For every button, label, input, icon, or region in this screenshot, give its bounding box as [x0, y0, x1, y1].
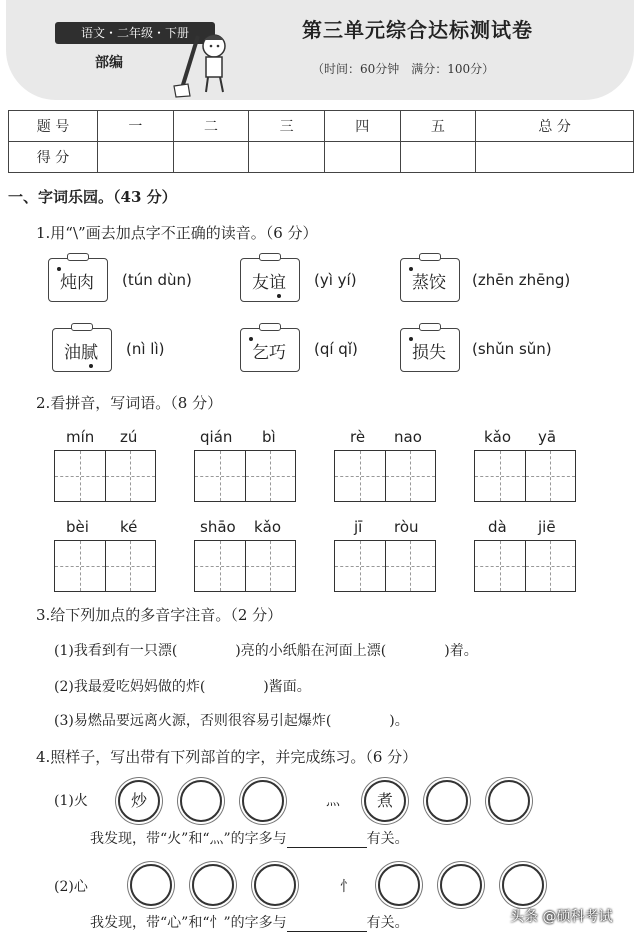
pinyin-label: kǎo [484, 428, 512, 446]
radical-label: 灬 [326, 793, 340, 809]
table-header-cell: 二 [173, 111, 249, 142]
word-card: 友谊 [240, 258, 300, 302]
score-cell[interactable] [476, 142, 634, 173]
score-cell[interactable] [249, 142, 325, 173]
writing-grid[interactable] [474, 450, 576, 502]
q3-line-1: (1)我看到有一只漂( )亮的小纸船在河面上漂( )着。 [54, 643, 478, 659]
table-header-cell: 四 [324, 111, 400, 142]
pinyin-label: bèi [66, 518, 89, 536]
question-3-prompt: 3.给下列加点的多音字注音。（2 分） [36, 606, 283, 624]
answer-circle[interactable] [254, 864, 296, 906]
writing-grid[interactable] [54, 450, 156, 502]
reading-options[interactable]: (yì yí) [314, 271, 357, 289]
score-cell[interactable] [324, 142, 400, 173]
answer-blank[interactable] [287, 831, 367, 848]
reading-options[interactable]: (tún dùn) [122, 271, 192, 289]
pinyin-label: jī [354, 518, 363, 536]
finding-line-2: 我发现，带“心”和“忄”的字多与 有关。 [90, 915, 409, 931]
pinyin-label: dà [488, 518, 507, 536]
writing-grid[interactable] [334, 450, 436, 502]
pinyin-label: kǎo [254, 518, 282, 536]
answer-circle: 炒 [118, 780, 160, 822]
table-header-cell: 总 分 [476, 111, 634, 142]
radical-label: 忄 [340, 879, 354, 895]
answer-circle[interactable] [502, 864, 544, 906]
radical-label: (1)火 [54, 793, 88, 809]
page-title: 第三单元综合达标测试卷 [302, 18, 533, 42]
table-row [9, 111, 634, 142]
answer-circle[interactable] [378, 864, 420, 906]
pinyin-label: mín [66, 428, 95, 446]
answer-circle[interactable] [440, 864, 482, 906]
table-row [9, 142, 634, 173]
pinyin-label: shāo [200, 518, 236, 536]
word-card: 乞巧 [240, 328, 300, 372]
pinyin-label: zú [120, 428, 138, 446]
student-illustration-icon [168, 28, 238, 98]
subject-tag: 语文・二年级・下册 [55, 22, 215, 44]
reading-options[interactable]: (shǔn sǔn) [472, 340, 552, 358]
word-card: 损失 [400, 328, 460, 372]
word-card: 油腻 [52, 328, 112, 372]
pinyin-label: jiē [538, 518, 556, 536]
pinyin-label: qián [200, 428, 233, 446]
score-cell[interactable] [400, 142, 476, 173]
watermark: 头条 @硕科考试 [510, 909, 613, 925]
writing-grid[interactable] [194, 540, 296, 592]
answer-circle[interactable] [130, 864, 172, 906]
question-2-prompt: 2.看拼音，写词语。（8 分） [36, 394, 223, 412]
pinyin-label: ké [120, 518, 138, 536]
writing-grid[interactable] [194, 450, 296, 502]
exam-meta: （时间：60分钟 满分：100分） [312, 62, 495, 76]
question-4-prompt: 4.照样子，写出带有下列部首的字，并完成练习。（6 分） [36, 748, 418, 766]
question-1-prompt: 1.用“\”画去加点字不正确的读音。（6 分） [36, 224, 318, 242]
finding-line-1: 我发现，带“火”和“灬”的字多与 有关。 [90, 831, 409, 847]
answer-circle: 煮 [364, 780, 406, 822]
writing-grid[interactable] [54, 540, 156, 592]
table-header-cell: 题 号 [9, 111, 98, 142]
answer-circle[interactable] [426, 780, 468, 822]
answer-circle[interactable] [192, 864, 234, 906]
answer-circle[interactable] [488, 780, 530, 822]
word-card: 蒸饺 [400, 258, 460, 302]
answer-blank[interactable] [287, 915, 367, 932]
q3-line-2: (2)我最爱吃妈妈做的炸( )酱面。 [54, 679, 311, 695]
table-header-cell: 三 [249, 111, 325, 142]
pinyin-label: rè [350, 428, 366, 446]
table-header-cell: 一 [98, 111, 174, 142]
score-cell[interactable] [98, 142, 174, 173]
score-cell[interactable] [173, 142, 249, 173]
writing-grid[interactable] [334, 540, 436, 592]
writing-grid[interactable] [474, 540, 576, 592]
reading-options[interactable]: (qí qǐ) [314, 340, 358, 358]
edition-label: 部编 [95, 55, 123, 71]
radical-label: (2)心 [54, 879, 88, 895]
table-header-cell: 五 [400, 111, 476, 142]
pinyin-label: bì [262, 428, 276, 446]
answer-circle[interactable] [180, 780, 222, 822]
pinyin-label: yā [538, 428, 557, 446]
table-row-label: 得 分 [9, 142, 98, 173]
answer-circle[interactable] [242, 780, 284, 822]
q3-line-3: (3)易燃品要远离火源，否则很容易引起爆炸( )。 [54, 713, 409, 729]
section-title: 一、字词乐园。（43 分） [8, 188, 177, 206]
reading-options[interactable]: (nì lì) [126, 340, 165, 358]
reading-options[interactable]: (zhēn zhēng) [472, 271, 571, 289]
pinyin-label: nao [394, 428, 422, 446]
word-card: 炖肉 [48, 258, 108, 302]
pinyin-label: ròu [394, 518, 419, 536]
score-table [8, 110, 634, 173]
